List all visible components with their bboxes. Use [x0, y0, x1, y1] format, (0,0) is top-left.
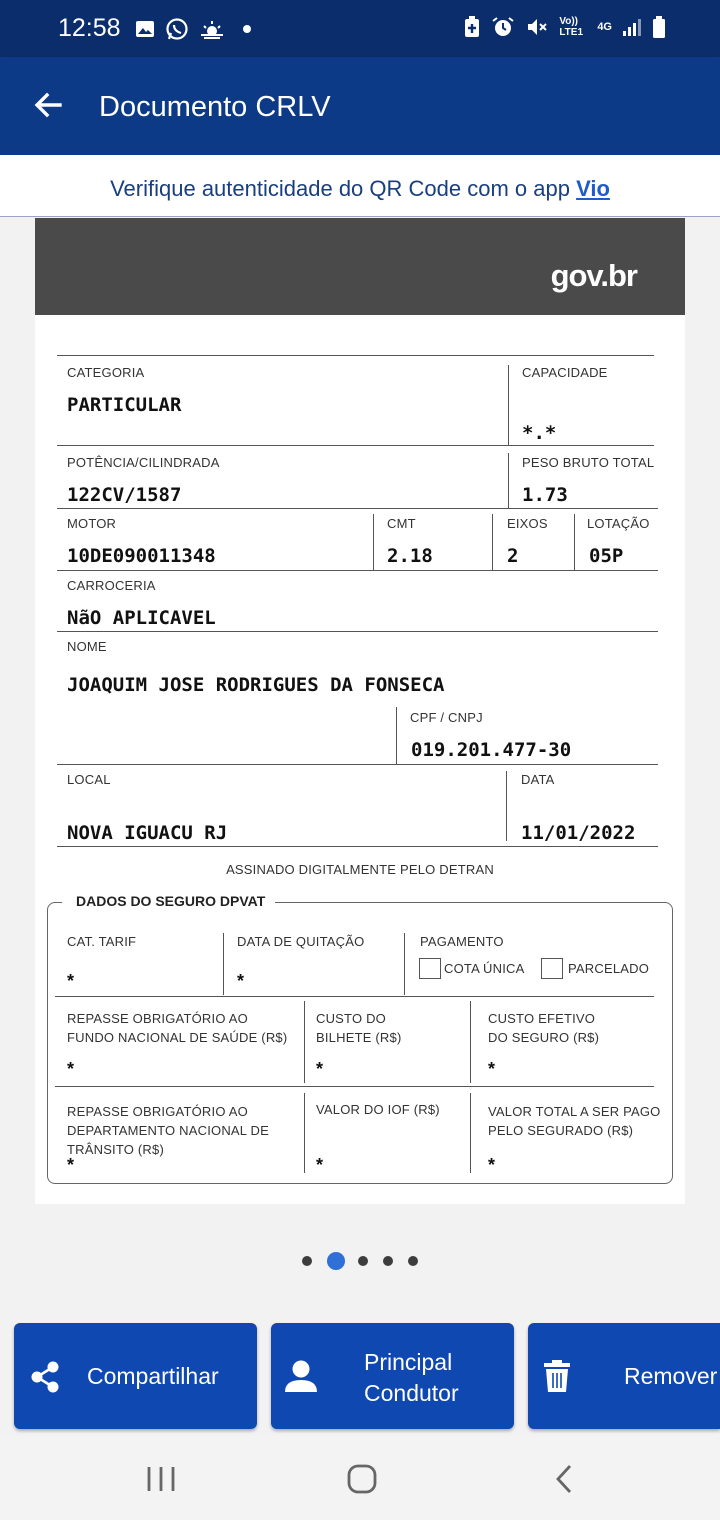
principal-condutor-label [364, 1347, 459, 1409]
divider [373, 514, 374, 570]
vio-link[interactable]: Vio [576, 176, 610, 201]
eixos-label: EIXOS [507, 516, 548, 531]
custo-efetivo-value: * [488, 1059, 496, 1079]
back-arrow-icon[interactable] [32, 89, 64, 121]
repasse-saude-label [67, 1009, 287, 1047]
principal-line-1: Principal [364, 1349, 453, 1375]
potencia-label: POTÊNCIA/CILINDRADA [67, 455, 220, 470]
categoria-label: CATEGORIA [67, 365, 145, 380]
weather-icon [199, 19, 225, 39]
share-icon [30, 1361, 60, 1393]
repasse-transito-line-1: REPASSE OBRIGATÓRIO AO [67, 1104, 248, 1119]
divider [506, 771, 507, 841]
carroceria-value: NãO APLICAVEL [67, 607, 216, 629]
valor-total-line-2: PELO SEGURADO (R$) [488, 1123, 634, 1138]
network-type-text: 4G [597, 21, 612, 33]
whatsapp-icon [165, 17, 189, 41]
valor-total-line-1: VALOR TOTAL A SER PAGO [488, 1104, 661, 1119]
valor-total-label [488, 1102, 661, 1140]
divider [57, 570, 658, 571]
divider [57, 355, 654, 356]
signed-note: ASSINADO DIGITALMENTE PELO DETRAN [226, 862, 494, 877]
system-nav-bar [0, 1436, 720, 1520]
recent-apps-icon[interactable] [146, 1466, 176, 1492]
cota-unica-checkbox[interactable] [419, 958, 441, 979]
verify-banner [0, 155, 720, 217]
divider [404, 933, 405, 995]
app-bar [0, 57, 720, 155]
remove-label: Remover [624, 1363, 718, 1389]
divider [57, 631, 658, 632]
lotacao-value: 05P [589, 545, 624, 567]
pagamento-label: PAGAMENTO [420, 934, 504, 949]
mute-icon [525, 16, 549, 38]
page-dot[interactable] [408, 1256, 418, 1266]
local-value: NOVA IGUACU RJ [67, 822, 228, 844]
cmt-value: 2.18 [387, 545, 433, 567]
divider [304, 1001, 305, 1083]
page-title: Documento CRLV [99, 91, 331, 123]
principal-line-2: Condutor [364, 1380, 459, 1406]
valor-total-value: * [488, 1155, 496, 1175]
custo-efetivo-line-1: CUSTO EFETIVO [488, 1011, 596, 1026]
signal-icon [622, 17, 642, 37]
home-icon[interactable] [347, 1464, 377, 1494]
capacidade-label: CAPACIDADE [522, 365, 608, 380]
share-button[interactable] [14, 1323, 257, 1429]
peso-label: PESO BRUTO TOTAL [522, 455, 655, 470]
parcelado-checkbox[interactable] [541, 958, 563, 979]
volte-text: Vo)) LTE1 [559, 16, 584, 38]
repasse-transito-label [67, 1102, 269, 1159]
status-bar [0, 0, 720, 57]
divider [55, 1086, 654, 1087]
carroceria-label: CARROCERIA [67, 578, 156, 593]
page-dot[interactable] [358, 1256, 368, 1266]
divider [396, 707, 397, 764]
gallery-icon [135, 20, 155, 38]
nome-value: JOAQUIM JOSE RODRIGUES DA FONSECA [67, 674, 445, 696]
govbr-logo: gov.br [550, 258, 637, 293]
divider [57, 508, 658, 509]
crlv-document [35, 218, 685, 1204]
lotacao-label: LOTAÇÃO [587, 516, 650, 531]
custo-bilhete-line-1: CUSTO DO [316, 1011, 386, 1026]
notification-dot-icon [243, 25, 251, 33]
person-icon [284, 1359, 318, 1393]
page-dot[interactable] [302, 1256, 312, 1266]
valor-iof-value: * [316, 1155, 324, 1175]
repasse-transito-value: * [67, 1155, 75, 1175]
divider [57, 445, 654, 446]
custo-bilhete-label [316, 1009, 401, 1047]
motor-label: MOTOR [67, 516, 117, 531]
dpvat-title: DADOS DO SEGURO DPVAT [62, 893, 275, 909]
battery-icon [652, 15, 666, 39]
divider [470, 1001, 471, 1083]
valor-iof-label: VALOR DO IOF (R$) [316, 1102, 440, 1117]
battery-saver-icon [463, 16, 481, 38]
repasse-saude-line-2: FUNDO NACIONAL DE SAÚDE (R$) [67, 1030, 288, 1045]
divider [470, 1093, 471, 1173]
cat-tarif-value: * [67, 971, 75, 991]
alarm-icon [491, 16, 515, 38]
page-dot-active[interactable] [327, 1252, 345, 1270]
data-quitacao-label: DATA DE QUITAÇÃO [237, 934, 365, 949]
status-time: 12:58 [58, 14, 121, 42]
repasse-transito-line-2: DEPARTAMENTO NACIONAL DE [67, 1123, 270, 1138]
share-label: Compartilhar [87, 1363, 219, 1389]
document-header [35, 218, 685, 315]
principal-condutor-button[interactable] [271, 1323, 514, 1429]
custo-efetivo-label [488, 1009, 599, 1047]
capacidade-value: *.* [522, 422, 557, 444]
custo-bilhete-line-2: BILHETE (R$) [316, 1030, 402, 1045]
motor-value: 10DE090011348 [67, 545, 216, 567]
trash-icon [543, 1360, 571, 1392]
cmt-label: CMT [387, 516, 416, 531]
divider [508, 365, 509, 445]
page-indicator [0, 1251, 720, 1271]
verify-text: Verifique autenticidade do QR Code com o app [110, 176, 577, 201]
divider [508, 453, 509, 508]
divider [57, 846, 658, 847]
eixos-value: 2 [507, 545, 519, 567]
cota-unica-label: COTA ÚNICA [444, 961, 525, 976]
data-value: 11/01/2022 [521, 822, 636, 844]
local-label: LOCAL [67, 772, 111, 787]
custo-bilhete-value: * [316, 1059, 324, 1079]
custo-efetivo-line-2: DO SEGURO (R$) [488, 1030, 600, 1045]
categoria-value: PARTICULAR [67, 394, 182, 416]
divider [55, 996, 654, 997]
cat-tarif-label: CAT. TARIF [67, 934, 137, 949]
parcelado-label: PARCELADO [568, 961, 650, 976]
cpf-label: CPF / CNPJ [410, 710, 483, 725]
divider [57, 764, 658, 765]
divider [574, 514, 575, 570]
repasse-saude-value: * [67, 1059, 75, 1079]
divider [304, 1093, 305, 1173]
data-label: DATA [521, 772, 555, 787]
nome-label: NOME [67, 639, 107, 654]
divider [492, 514, 493, 570]
potencia-value: 122CV/1587 [67, 484, 182, 506]
repasse-saude-line-1: REPASSE OBRIGATÓRIO AO [67, 1011, 248, 1026]
back-icon[interactable] [553, 1464, 575, 1494]
peso-value: 1.73 [522, 484, 568, 506]
repasse-transito-line-3: TRÂNSITO (R$) [67, 1142, 164, 1157]
remove-button[interactable] [528, 1323, 720, 1429]
divider [223, 933, 224, 995]
cpf-value: 019.201.477-30 [411, 739, 572, 761]
page-dot[interactable] [383, 1256, 393, 1266]
dpvat-section [47, 893, 673, 1184]
data-quitacao-value: * [237, 971, 245, 991]
